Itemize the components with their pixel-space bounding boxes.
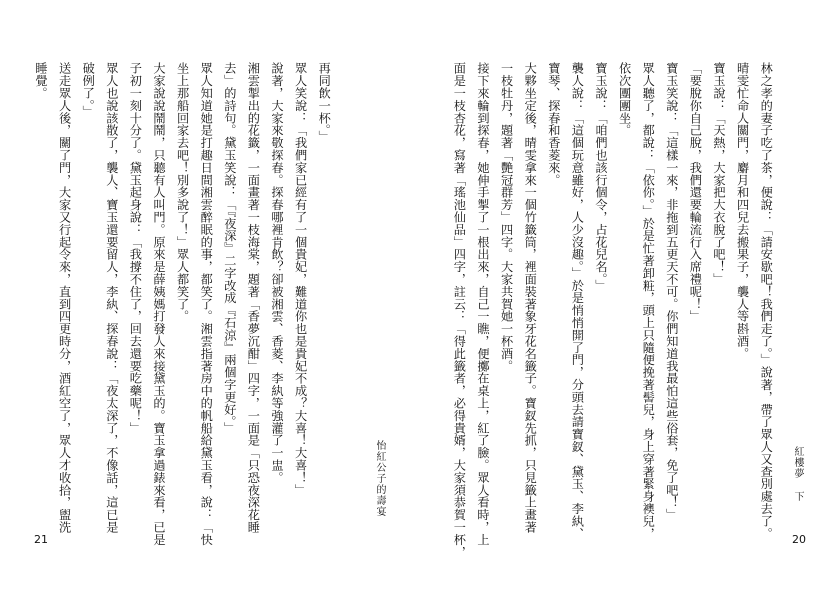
text-column: 大夥坐定後，晴雯拿來一個竹籤筒，裡面裝著象牙花名籤子。寶釵先抓，只見籤上畫著 <box>523 62 538 534</box>
text-column: 「要脫你自己脫，我們還要輪流行入席禮呢！」 <box>688 62 703 323</box>
text-column: 一枝牡丹，題著「艷冠群芳」四字。大家共賀她一杯酒。 <box>499 62 514 372</box>
text-column: 晴雯忙命人關門，麝月和四兒去搬果子，襲人等斟酒。 <box>735 62 750 360</box>
text-column: 眾人笑說：「我們家已經有了一個貴妃，難道你也是貴妃不成？大喜！大喜！」 <box>293 62 308 496</box>
running-head-right: 紅樓夢 下 <box>792 446 803 502</box>
text-column: 寶玉說：「天熱，大家把大衣脫了吧！」 <box>712 62 726 286</box>
text-column: 面是一枝杏花，寫著「瑤池仙品」四字，註云：「得此籤者，必得貴婿，大家須恭賀一杯， <box>452 62 467 558</box>
text-column: 眾人知道她是打趣日間湘雲醉眠的事，都笑了。湘雲指著房中的帆船給黛玉看，說：「快 <box>199 62 214 546</box>
text-column: 睡覺。 <box>34 62 48 100</box>
text-column: 寶琴、探春和香菱來。 <box>546 62 561 186</box>
page-number-right: 20 <box>792 533 806 546</box>
text-column: 眾人聽了，都說：「依你。」於是忙著卸粧，頭上只隨便挽著髻兒，身上穿著緊身襖兒， <box>641 62 656 540</box>
right-page <box>420 0 840 596</box>
text-column: 眾人也說該散了，襲人、寶玉還要留人，李紈、探春說：「夜太深了，不像話，這已是 <box>104 62 119 534</box>
running-head-left: 怡紅公子的壽宴 <box>374 440 385 517</box>
text-column: 坐上那船回家去吧！別多說了！」眾人都笑了。 <box>175 62 190 323</box>
text-column: 林之孝的妻子吃了茶，便說：「請安歇吧！我們走了。」說著，帶了眾人又查別處去了。 <box>759 62 774 540</box>
text-column: 寶玉笑說：「這樣一來，非拖到五更天不可。你們知道我最怕這些俗套，免了吧！」 <box>664 62 679 521</box>
text-column: 子初一刻十分了。黛玉起身說：「我撐不住了，回去還要吃藥呢！」 <box>128 62 143 434</box>
text-column: 依次團團坐。 <box>617 62 632 137</box>
text-column: 送走眾人後，關了門，大家又行起令來，直到四更時分，酒紅空了，眾人才收拾，盥洗 <box>57 62 72 534</box>
page-number-left: 21 <box>34 533 48 546</box>
text-column: 湘雲掣出的花籤，一面畫著一枝海棠，題著「香夢沉酣」四字，一面是「只恐夜深花睡 <box>246 62 261 534</box>
text-column: 說著，大家來敬探春。探春哪裡肯飲？卻被湘雲、香菱、李紈等強灌了一盅。 <box>270 62 284 484</box>
text-column: 襲人說：「這個玩意雖好，人少沒趣。」於是悄悄開了門，分頭去請寶釵、黛玉、李紈、 <box>570 62 585 540</box>
text-column: 再同飲一杯。」 <box>317 62 332 143</box>
text-column: 去」的詩句。黛玉笑說：「『夜深』二字改成『石涼』兩個字更好。」 <box>222 62 237 435</box>
text-column: 大家說說鬧鬧，只聽有人叫門。原來是薛姨媽打發人來接黛玉的。寶玉拿過錶來看，已是 <box>152 62 166 546</box>
text-column: 破例了。」 <box>81 62 96 118</box>
text-column: 接下來輪到探春，她伸手掣了一根出來，自己一瞧，便擲在桌上，紅了臉。眾人看時，上 <box>476 62 490 546</box>
text-column: 寶玉說：「咱們也該行個令，占花兒名。」 <box>594 62 608 292</box>
